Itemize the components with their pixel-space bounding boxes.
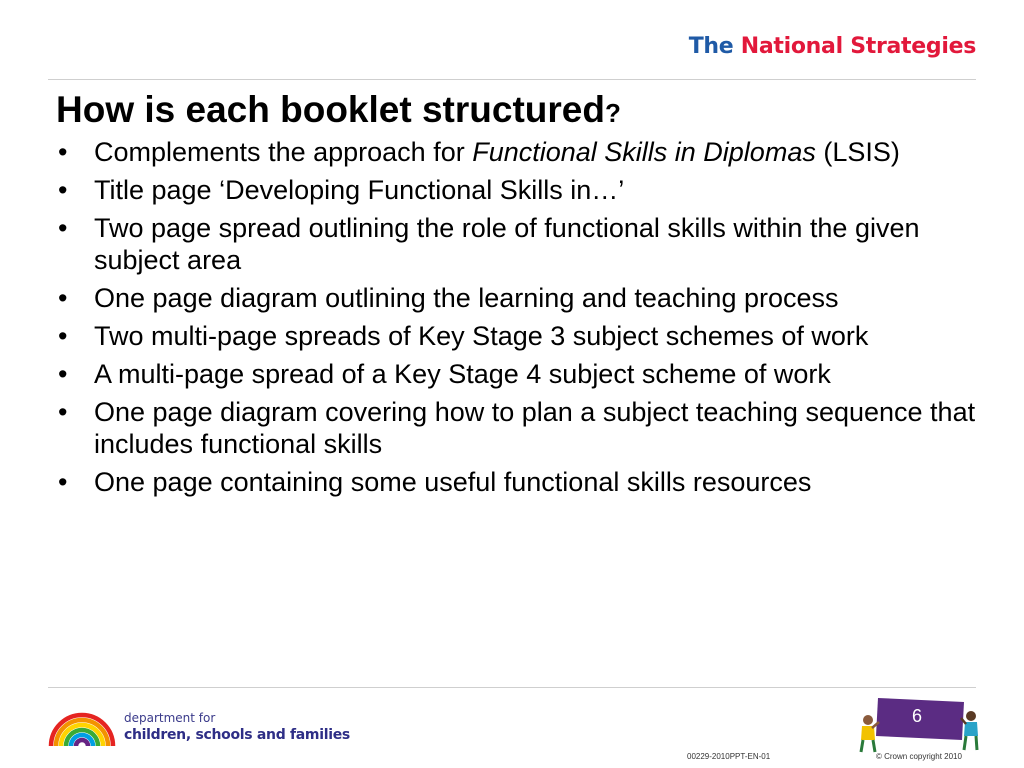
bullet-glyph: • bbox=[58, 321, 68, 351]
page-number: 6 bbox=[912, 706, 923, 726]
dept-line-1: department for bbox=[124, 711, 216, 725]
slide-title-text: How is each booklet structured bbox=[56, 89, 605, 130]
brand-name: National Strategies bbox=[740, 34, 976, 59]
footer-divider bbox=[48, 687, 976, 688]
bullet-text: One page containing some useful functional skills resources bbox=[94, 467, 812, 497]
slide-title-mark: ? bbox=[604, 98, 621, 128]
copyright-notice: © Crown copyright 2010 bbox=[876, 752, 962, 761]
bullet-text-after: (LSIS) bbox=[815, 137, 900, 167]
bullet-list bbox=[56, 136, 976, 504]
brand-the: The bbox=[688, 34, 734, 59]
bullet-glyph: • bbox=[58, 359, 68, 389]
rainbow-logo-icon bbox=[48, 710, 116, 748]
bullet-item bbox=[56, 396, 976, 460]
bullet-text: One page diagram covering how to plan a subject teaching sequence that includes functional skills bbox=[94, 397, 976, 459]
bullet-glyph: • bbox=[58, 137, 68, 167]
bullet-item bbox=[56, 212, 976, 276]
bullet-text: Two multi-page spreads of Key Stage 3 subject schemes of work bbox=[94, 321, 869, 351]
bullet-text: A multi-page spread of a Key Stage 4 subject scheme of work bbox=[94, 359, 831, 389]
bullet-text: One page diagram outlining the learning and teaching process bbox=[94, 283, 839, 313]
bullet-glyph: • bbox=[58, 467, 68, 497]
bullet-item bbox=[56, 282, 976, 314]
national-strategies-logo bbox=[689, 34, 976, 59]
bullet-item bbox=[56, 136, 976, 168]
slide-title bbox=[56, 88, 621, 135]
bullet-glyph: • bbox=[58, 283, 68, 313]
bullet-glyph: • bbox=[58, 175, 68, 205]
dept-line-2: children, schools and families bbox=[124, 727, 350, 743]
bullet-item bbox=[56, 174, 976, 206]
bullet-item bbox=[56, 466, 976, 498]
header-divider bbox=[48, 79, 976, 80]
bullet-text: Two page spread outlining the role of functional skills within the given subject area bbox=[94, 213, 920, 275]
document-code: 00229-2010PPT-EN-01 bbox=[687, 752, 771, 761]
page-number-flag bbox=[856, 696, 980, 756]
bullet-italic-text: Functional Skills in Diplomas bbox=[472, 137, 816, 167]
bullet-glyph: • bbox=[58, 213, 68, 243]
bullet-text: Complements the approach for bbox=[94, 137, 473, 167]
bullet-item bbox=[56, 320, 976, 352]
bullet-glyph: • bbox=[58, 397, 68, 427]
bullet-item bbox=[56, 358, 976, 390]
dcsf-logo bbox=[48, 706, 350, 750]
bullet-text: Title page ‘Developing Functional Skills in…’ bbox=[94, 175, 625, 205]
